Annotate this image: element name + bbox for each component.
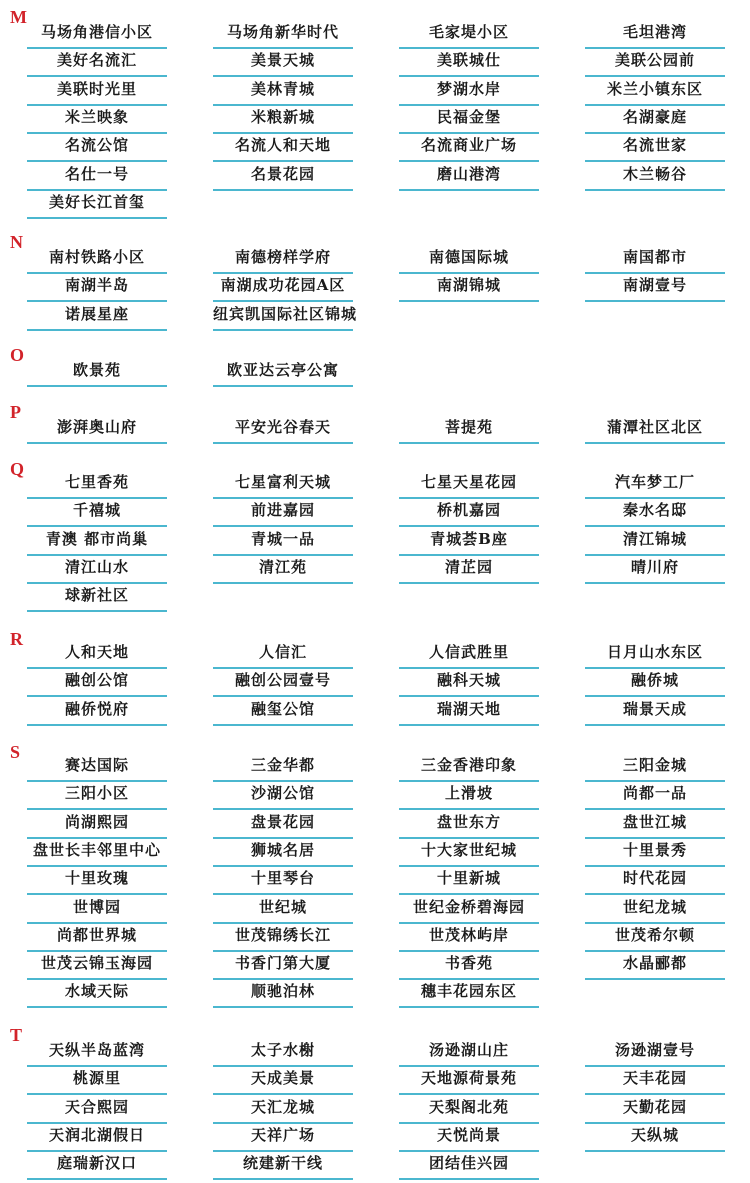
community-name: 上滑坡 [399, 781, 539, 810]
community-row [0, 358, 750, 386]
community-row [0, 133, 750, 161]
community-name: 天汇龙城 [213, 1095, 353, 1124]
community-name: 名仕一号 [27, 162, 167, 191]
community-row [0, 838, 750, 866]
community-name: 三阳金城 [585, 753, 725, 782]
community-name: 水域天际 [27, 979, 167, 1008]
community-row [0, 781, 750, 809]
community-row [0, 1151, 750, 1179]
community-name: 民福金堡 [399, 105, 539, 134]
community-name: 天润北湖假日 [27, 1123, 167, 1152]
community-name: 前进嘉园 [213, 498, 353, 527]
community-name: 毛坦港湾 [585, 20, 725, 49]
community-name: 融创公园壹号 [213, 668, 353, 697]
community-name: 米兰映象 [27, 105, 167, 134]
community-name: 秦水名邸 [585, 498, 725, 527]
community-name: 名流商业广场 [399, 133, 539, 162]
community-name: 天勤花园 [585, 1095, 725, 1124]
community-name: 蒲潭社区北区 [585, 415, 725, 444]
community-name: 美联城仕 [399, 48, 539, 77]
community-name: 日月山水东区 [585, 640, 725, 669]
community-name: 十里景秀 [585, 838, 725, 867]
community-name: 名流世家 [585, 133, 725, 162]
community-name: 千禧城 [27, 498, 167, 527]
community-name: 十里玫瑰 [27, 866, 167, 895]
community-row [0, 895, 750, 923]
community-name: 清芷园 [399, 555, 539, 584]
community-name: 三金香港印象 [399, 753, 539, 782]
community-row [0, 555, 750, 583]
community-name: 青城荟B座 [399, 527, 539, 556]
community-row [0, 1066, 750, 1094]
community-name: 马场角新华时代 [213, 20, 353, 49]
community-name: 世茂锦绣长江 [213, 923, 353, 952]
community-name: 人信武胜里 [399, 640, 539, 669]
community-name: 澎湃奥山府 [27, 415, 167, 444]
community-name: 人和天地 [27, 640, 167, 669]
community-name: 世茂林屿岸 [399, 923, 539, 952]
community-row [0, 640, 750, 668]
community-name: 融侨悦府 [27, 697, 167, 726]
community-name: 美联时光里 [27, 77, 167, 106]
community-name: 天梨阁北苑 [399, 1095, 539, 1124]
section-letter-n: N [10, 232, 23, 252]
community-name: 七星天星花园 [399, 470, 539, 499]
community-name: 书香苑 [399, 951, 539, 980]
community-name: 天悦尚景 [399, 1123, 539, 1152]
community-name: 七星富利天城 [213, 470, 353, 499]
community-name: 青城一品 [213, 527, 353, 556]
community-name: 天纵半岛蓝湾 [27, 1038, 167, 1067]
community-row [0, 20, 750, 48]
community-name: 尚湖熙园 [27, 810, 167, 839]
community-name: 世纪龙城 [585, 895, 725, 924]
community-name: 清江山水 [27, 555, 167, 584]
community-name: 团结佳兴园 [399, 1151, 539, 1180]
community-name: 米粮新城 [213, 105, 353, 134]
community-name: 天合熙园 [27, 1095, 167, 1124]
community-name: 球新社区 [27, 583, 167, 612]
community-name: 菩提苑 [399, 415, 539, 444]
community-name: 名流人和天地 [213, 133, 353, 162]
community-name: 纽宾凯国际社区锦城 [213, 302, 353, 331]
community-name: 汽车梦工厂 [585, 470, 725, 499]
community-row [0, 1123, 750, 1151]
community-row [0, 470, 750, 498]
community-name: 青澳 都市尚巢 [27, 527, 167, 556]
community-name: 瑞湖天地 [399, 697, 539, 726]
community-row [0, 583, 750, 611]
community-name: 瑞景天成 [585, 697, 725, 726]
community-row [0, 1038, 750, 1066]
community-row [0, 162, 750, 190]
community-name: 欧亚达云亭公寓 [213, 358, 353, 387]
community-name: 盘世长丰邻里中心 [27, 838, 167, 867]
community-name: 世茂云锦玉海园 [27, 951, 167, 980]
community-name: 晴川府 [585, 555, 725, 584]
community-name: 赛达国际 [27, 753, 167, 782]
community-name: 南湖壹号 [585, 273, 725, 302]
community-name: 清江苑 [213, 555, 353, 584]
community-name: 顺驰泊林 [213, 979, 353, 1008]
community-row [0, 190, 750, 218]
community-name: 尚都世界城 [27, 923, 167, 952]
community-name: 书香门第大厦 [213, 951, 353, 980]
community-name: 名流公馆 [27, 133, 167, 162]
community-name: 美景天城 [213, 48, 353, 77]
community-row [0, 105, 750, 133]
section-letter-q: Q [10, 459, 25, 479]
section-letter-p: P [10, 402, 21, 422]
community-name: 水晶郦都 [585, 951, 725, 980]
community-name: 世茂希尔顿 [585, 923, 725, 952]
community-name: 庭瑞新汉口 [27, 1151, 167, 1180]
community-name: 诺展星座 [27, 302, 167, 331]
community-name: 米兰小镇东区 [585, 77, 725, 106]
community-name: 十大家世纪城 [399, 838, 539, 867]
community-name: 美好长江首玺 [27, 190, 167, 219]
community-name: 欧景苑 [27, 358, 167, 387]
community-name: 人信汇 [213, 640, 353, 669]
community-name: 南国都市 [585, 245, 725, 274]
community-name: 尚都一品 [585, 781, 725, 810]
community-name: 木兰畅谷 [585, 162, 725, 191]
community-row [0, 77, 750, 105]
community-row [0, 498, 750, 526]
community-name: 盘景花园 [213, 810, 353, 839]
community-name: 盘世江城 [585, 810, 725, 839]
community-name: 梦湖水岸 [399, 77, 539, 106]
community-name: 南湖半岛 [27, 273, 167, 302]
section-letter-s: S [10, 742, 21, 762]
community-row [0, 810, 750, 838]
community-name: 三金华都 [213, 753, 353, 782]
community-row [0, 668, 750, 696]
community-name: 美林青城 [213, 77, 353, 106]
community-name: 平安光谷春天 [213, 415, 353, 444]
community-name: 毛家堤小区 [399, 20, 539, 49]
community-name: 名景花园 [213, 162, 353, 191]
community-name: 南湖成功花园A区 [213, 273, 353, 302]
community-name: 十里新城 [399, 866, 539, 895]
community-row [0, 273, 750, 301]
community-name: 南德榜样学府 [213, 245, 353, 274]
community-row [0, 923, 750, 951]
community-row [0, 415, 750, 443]
community-name: 美联公园前 [585, 48, 725, 77]
community-name: 融侨城 [585, 668, 725, 697]
community-name: 太子水榭 [213, 1038, 353, 1067]
section-letter-m: M [10, 7, 27, 27]
community-name: 七里香苑 [27, 470, 167, 499]
community-row [0, 302, 750, 330]
community-name: 名湖豪庭 [585, 105, 725, 134]
community-name: 南湖锦城 [399, 273, 539, 302]
community-name: 沙湖公馆 [213, 781, 353, 810]
community-row [0, 866, 750, 894]
section-letter-t: T [10, 1025, 23, 1045]
community-name: 天成美景 [213, 1066, 353, 1095]
community-row [0, 245, 750, 273]
community-name: 世纪金桥碧海园 [399, 895, 539, 924]
community-name: 世纪城 [213, 895, 353, 924]
community-name: 清江锦城 [585, 527, 725, 556]
community-name: 狮城名居 [213, 838, 353, 867]
community-name: 时代花园 [585, 866, 725, 895]
community-name: 融玺公馆 [213, 697, 353, 726]
section-letter-o: O [10, 345, 25, 365]
community-name: 天祥广场 [213, 1123, 353, 1152]
community-name: 融创公馆 [27, 668, 167, 697]
community-name: 南村铁路小区 [27, 245, 167, 274]
community-row [0, 979, 750, 1007]
community-name: 融科天城 [399, 668, 539, 697]
community-name: 天地源荷景苑 [399, 1066, 539, 1095]
section-letter-r: R [10, 629, 23, 649]
community-name: 桥机嘉园 [399, 498, 539, 527]
community-name: 南德国际城 [399, 245, 539, 274]
community-name: 天丰花园 [585, 1066, 725, 1095]
community-name: 统建新干线 [213, 1151, 353, 1180]
community-row [0, 48, 750, 76]
community-name: 世博园 [27, 895, 167, 924]
community-name: 美好名流汇 [27, 48, 167, 77]
community-name: 穗丰花园东区 [399, 979, 539, 1008]
community-name: 天纵城 [585, 1123, 725, 1152]
community-name: 盘世东方 [399, 810, 539, 839]
community-name: 磨山港湾 [399, 162, 539, 191]
community-name: 三阳小区 [27, 781, 167, 810]
community-name: 十里琴台 [213, 866, 353, 895]
community-row [0, 951, 750, 979]
community-name: 桃源里 [27, 1066, 167, 1095]
community-row [0, 697, 750, 725]
community-row [0, 527, 750, 555]
community-row [0, 753, 750, 781]
community-name: 汤逊湖壹号 [585, 1038, 725, 1067]
community-name: 汤逊湖山庄 [399, 1038, 539, 1067]
community-row [0, 1095, 750, 1123]
community-name: 马场角港信小区 [27, 20, 167, 49]
